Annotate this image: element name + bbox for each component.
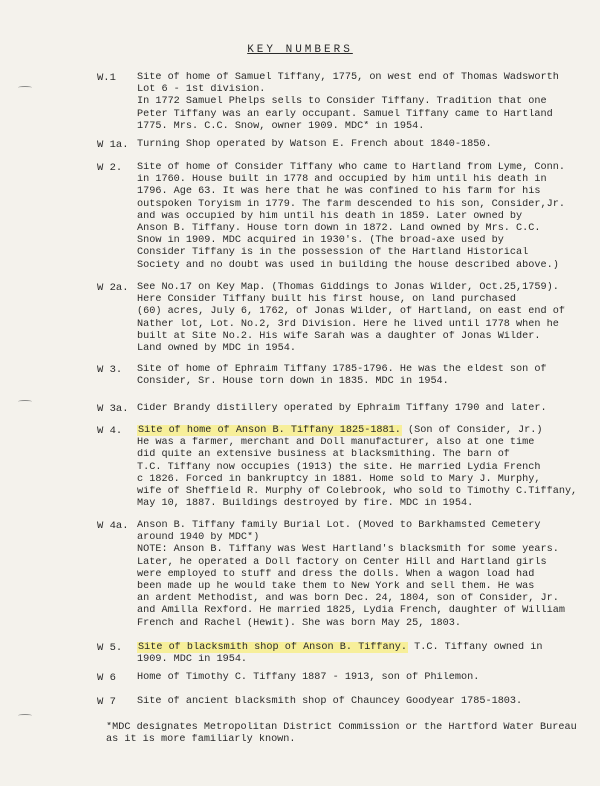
entry-text	[137, 520, 597, 630]
line-text: Site of home of Samuel Tiffany, 1775, on west end of Thomas Wadsworth	[137, 72, 559, 83]
text-line	[137, 642, 597, 654]
line-text: and Amilla Rexford. He married 1825, Lydia French, daughter of William	[137, 605, 565, 617]
text-line	[137, 84, 597, 96]
text-line	[137, 294, 597, 306]
line-text: NOTE: Anson B. Tiffany was West Hartland's blacksmith for some years.	[137, 544, 559, 556]
line-text: 1909. MDC in 1954.	[137, 654, 248, 666]
entry-key-number: W 2.	[97, 162, 123, 174]
text-line	[137, 235, 597, 247]
text-line	[137, 532, 597, 544]
line-text: T.C. Tiffany now occupies (1913) the site. He married Lydia French	[137, 461, 541, 473]
text-line	[137, 364, 597, 376]
text-line	[137, 282, 597, 294]
text-line	[137, 403, 597, 415]
text-line	[137, 498, 597, 510]
highlighted-text: Site of home of Anson B. Tiffany 1825-1881.	[138, 425, 401, 436]
page-title: KEY NUMBERS	[247, 44, 353, 56]
line-text: around 1940 by MDC*)	[137, 532, 260, 544]
text-line	[137, 247, 597, 259]
text-line	[137, 425, 597, 437]
entry-text	[137, 282, 597, 355]
line-text: Consider Tiffany is in the possession of the Hartland Historical	[137, 247, 529, 259]
line-text: in 1760. House built in 1778 and occupied by him until his death in	[137, 174, 547, 186]
text-line	[137, 605, 597, 617]
entry-key-number: W 3a.	[97, 403, 129, 415]
line-text: Site of home of Ephraim Tiffany 1785-1796. He was the eldest son of	[137, 364, 547, 375]
line-text: outspoken Toryism in 1779. The farm descended to his son, Consider,Jr.	[137, 198, 565, 210]
text-line	[137, 199, 597, 211]
line-text: were employed to stuff and dress the dolls. When a wagon load had	[137, 568, 535, 580]
line-text: T.C. Tiffany owned in	[408, 642, 543, 653]
entry-text	[137, 672, 597, 684]
text-line	[137, 544, 597, 556]
line-text: Lot 6 - 1st division.	[137, 84, 266, 96]
entry-key-number: W 6	[97, 672, 116, 684]
text-line	[137, 437, 597, 449]
line-text: Turning Shop operated by Watson E. French about 1840-1850.	[137, 139, 492, 150]
line-text: c 1826. Forced in bankruptcy in 1881. Home sold to Mary J. Murphy,	[137, 473, 541, 485]
line-text: Anson B. Tiffany. House torn down in 1872. Land owned by Mrs. C.C.	[137, 222, 541, 234]
entry-text	[137, 696, 597, 708]
footnote-line: as it is more familiarly known.	[106, 734, 296, 746]
text-line	[137, 121, 597, 133]
entry-text	[137, 364, 597, 388]
text-line	[137, 343, 597, 355]
text-line	[137, 654, 597, 666]
line-text: Society and no doubt was used in building the house described above.)	[137, 259, 559, 271]
text-line	[137, 376, 597, 388]
highlighted-text: Site of blacksmith shop of Anson B. Tiffany.	[138, 642, 407, 653]
line-text: He was a farmer, merchant and Doll manufacturer, also at one time	[137, 437, 535, 449]
entry-key-number: W 1a.	[97, 139, 129, 151]
line-text: did quite an extensive business at blacksmithing. The barn of	[137, 449, 510, 461]
text-line	[137, 569, 597, 581]
entry-text	[137, 403, 597, 415]
entry-text	[137, 162, 597, 272]
line-text: Home of Timothy C. Tiffany 1887 - 1913, son of Philemon.	[137, 672, 480, 683]
line-text: Site of ancient blacksmith shop of Chauncey Goodyear 1785-1803.	[137, 696, 523, 707]
text-line	[137, 306, 597, 318]
line-text: In 1772 Samuel Phelps sells to Consider Tiffany. Tradition that one	[137, 96, 547, 108]
text-line	[137, 581, 597, 593]
entry-key-number: W 4a.	[97, 520, 129, 532]
line-text: been made up he would take them to New York and sell them. He was	[137, 580, 535, 592]
text-line	[137, 186, 597, 198]
text-line	[137, 672, 597, 684]
entry-key-number: W 2a.	[97, 282, 129, 294]
entry-text	[137, 642, 597, 666]
footnote	[106, 722, 586, 746]
line-text: Anson B. Tiffany family Burial Lot. (Moved to Barkhamsted Cemetery	[137, 520, 541, 531]
line-text: Snow in 1909. MDC acquired in 1930's. (The broad-axe used by	[137, 235, 504, 247]
punch-mark	[18, 86, 32, 89]
line-text: (60) acres, July 6, 1762, of Jonas Wilder, of Hartland, on east end of	[137, 306, 565, 318]
entry-key-number: W 4.	[97, 425, 123, 437]
line-text: Site of home of Consider Tiffany who came to Hartland from Lyme, Conn.	[137, 162, 565, 173]
text-line	[137, 319, 597, 331]
line-text: Later, he operated a Doll factory on Center Hill and Hartland girls	[137, 556, 547, 568]
line-text: Consider, Sr. House torn down in 1835. MDC in 1954.	[137, 376, 449, 388]
entry-key-number: W 5.	[97, 642, 123, 654]
text-line	[137, 593, 597, 605]
text-line	[137, 162, 597, 174]
text-line	[137, 211, 597, 223]
entry-key-number: W.1	[97, 72, 116, 84]
text-line	[137, 96, 597, 108]
text-line	[137, 474, 597, 486]
line-text: See No.17 on Key Map. (Thomas Giddings to Jonas Wilder, Oct.25,1759).	[137, 282, 559, 293]
text-line	[137, 486, 597, 498]
text-line	[137, 72, 597, 84]
line-text: Peter Tiffany was an early occupant. Samuel Tiffany came to Hartland	[137, 108, 553, 120]
line-text: an ardent Methodist, and was born Dec. 24, 1804, son of Consider, Jr.	[137, 593, 559, 605]
line-text: wife of Sheffield R. Murphy of Colebrook, who sold to Timothy C.Tiffany,	[137, 485, 578, 497]
entry-text	[137, 72, 597, 133]
punch-mark	[18, 400, 32, 403]
text-line	[137, 696, 597, 708]
line-text: and was occupied by him until his death in 1859. Later owned by	[137, 210, 523, 222]
line-text: 1775. Mrs. C.C. Snow, owner 1909. MDC* in 1954.	[137, 120, 425, 132]
text-line	[137, 109, 597, 121]
line-text: Nather lot, Lot. No.2, 3rd Division. Here he lived until 1778 when he	[137, 318, 559, 330]
entry-text	[137, 139, 597, 151]
line-text: French and Rachel (Hewit). She was born May 25, 1803.	[137, 617, 462, 629]
text-line	[137, 139, 597, 151]
line-text: 1796. Age 63. It was here that he was confined to his farm for his	[137, 186, 541, 198]
line-text: (Son of Consider, Jr.)	[401, 425, 543, 436]
text-line	[137, 449, 597, 461]
line-text: Land owned by MDC in 1954.	[137, 342, 296, 354]
text-line	[137, 331, 597, 343]
entry-key-number: W 3.	[97, 364, 123, 376]
text-line	[137, 260, 597, 272]
line-text: built at Site No.2. His wife Sarah was a daughter of Jonas Wilder.	[137, 330, 541, 342]
footnote-line: *MDC designates Metropolitan District Commission or the Hartford Water Bureau	[106, 722, 577, 733]
text-line	[137, 618, 597, 630]
text-line	[137, 557, 597, 569]
text-line	[137, 520, 597, 532]
entry-text	[137, 425, 597, 510]
line-text: May 10, 1887. Buildings destroyed by fire. MDC in 1954.	[137, 498, 474, 510]
text-line	[137, 462, 597, 474]
text-line	[137, 223, 597, 235]
line-text: Cider Brandy distillery operated by Ephraim Tiffany 1790 and later.	[137, 403, 547, 414]
entry-key-number: W 7	[97, 696, 116, 708]
line-text: Here Consider Tiffany built his first house, on land purchased	[137, 294, 517, 306]
punch-mark	[18, 714, 32, 717]
text-line	[137, 174, 597, 186]
